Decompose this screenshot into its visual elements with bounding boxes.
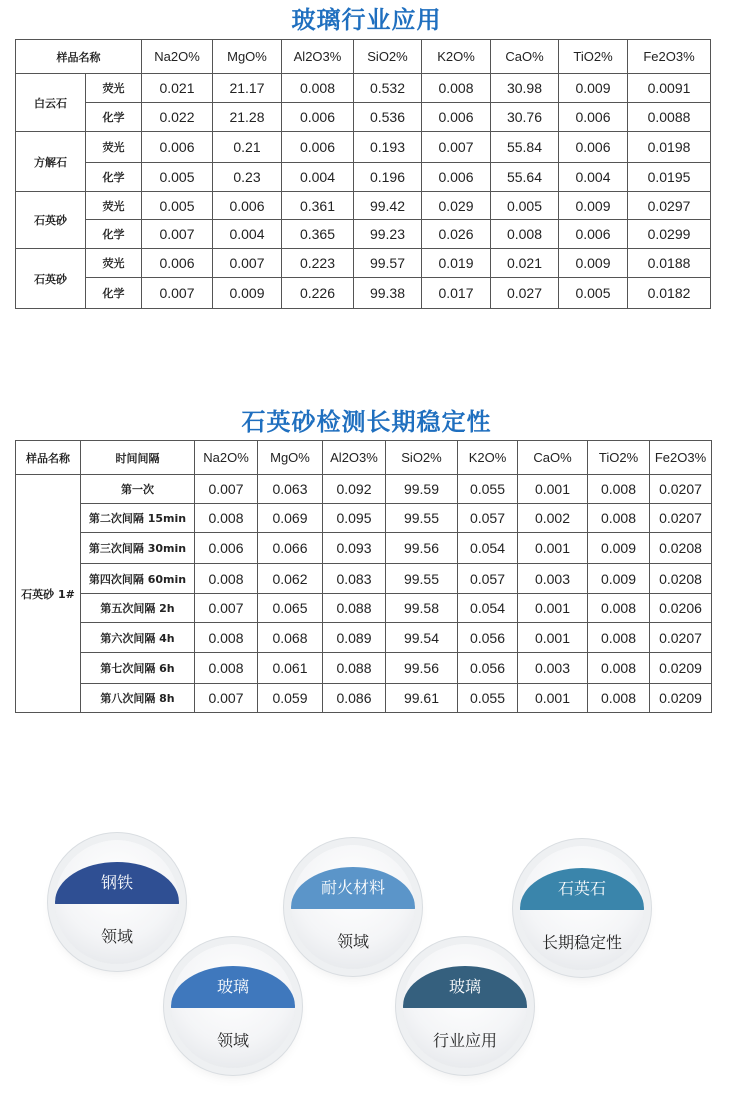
value-cell: 0.0209: [650, 684, 712, 713]
column-header: SiO2%: [386, 441, 458, 475]
value-cell: 99.54: [386, 623, 458, 653]
table-row: [16, 623, 712, 653]
value-cell: 0.003: [518, 564, 588, 594]
value-cell: 0.007: [195, 594, 258, 623]
value-cell: 0.009: [559, 74, 628, 103]
value-cell: 0.008: [491, 220, 559, 249]
column-header: K2O%: [422, 40, 491, 74]
interval-cell: 第一次: [81, 475, 195, 504]
value-cell: 0.005: [142, 192, 213, 220]
value-cell: 0.007: [142, 220, 213, 249]
value-cell: 0.062: [258, 564, 323, 594]
value-cell: 0.008: [588, 653, 650, 684]
value-cell: 0.0091: [628, 74, 711, 103]
value-cell: 99.38: [354, 278, 422, 309]
value-cell: 0.006: [559, 103, 628, 132]
column-header: TiO2%: [559, 40, 628, 74]
value-cell: 0.021: [142, 74, 213, 103]
value-cell: 0.006: [282, 132, 354, 163]
value-cell: 55.84: [491, 132, 559, 163]
value-cell: 0.007: [213, 249, 282, 278]
table-row: [16, 653, 712, 684]
column-header: Fe2O3%: [650, 441, 712, 475]
value-cell: 0.007: [195, 684, 258, 713]
value-cell: 0.003: [518, 653, 588, 684]
value-cell: 0.193: [354, 132, 422, 163]
value-cell: 0.004: [559, 163, 628, 192]
value-cell: 0.056: [458, 653, 518, 684]
value-cell: 0.054: [458, 533, 518, 564]
value-cell: 0.005: [491, 192, 559, 220]
value-cell: 0.008: [588, 684, 650, 713]
value-cell: 0.008: [588, 594, 650, 623]
value-cell: 0.009: [588, 564, 650, 594]
value-cell: 0.055: [458, 684, 518, 713]
header-time-interval: 时间间隔: [81, 441, 195, 475]
value-cell: 0.063: [258, 475, 323, 504]
interval-cell: 第八次间隔 8h: [81, 684, 195, 713]
value-cell: 0.026: [422, 220, 491, 249]
value-cell: 0.365: [282, 220, 354, 249]
value-cell: 0.008: [422, 74, 491, 103]
value-cell: 0.0207: [650, 475, 712, 504]
value-cell: 0.057: [458, 504, 518, 533]
value-cell: 0.23: [213, 163, 282, 192]
value-cell: 0.006: [195, 533, 258, 564]
sample-name-cell: 方解石: [16, 132, 86, 192]
value-cell: 0.057: [458, 564, 518, 594]
value-cell: 99.57: [354, 249, 422, 278]
value-cell: 0.004: [282, 163, 354, 192]
table-row: [16, 594, 712, 623]
value-cell: 0.196: [354, 163, 422, 192]
value-cell: 0.002: [518, 504, 588, 533]
value-cell: 0.006: [213, 192, 282, 220]
value-cell: 0.0195: [628, 163, 711, 192]
interval-cell: 第七次间隔 6h: [81, 653, 195, 684]
value-cell: 0.069: [258, 504, 323, 533]
value-cell: 0.0297: [628, 192, 711, 220]
value-cell: 0.088: [323, 653, 386, 684]
value-cell: 55.64: [491, 163, 559, 192]
value-cell: 0.0207: [650, 504, 712, 533]
value-cell: 0.004: [213, 220, 282, 249]
table-row: [16, 475, 712, 504]
value-cell: 0.086: [323, 684, 386, 713]
value-cell: 0.0207: [650, 623, 712, 653]
value-cell: 0.0208: [650, 564, 712, 594]
circle-band: 钢铁: [55, 862, 179, 904]
value-cell: 99.61: [386, 684, 458, 713]
sample-name-cell: 石英砂 1#: [16, 475, 81, 713]
value-cell: 0.009: [559, 192, 628, 220]
interval-cell: 第五次间隔 2h: [81, 594, 195, 623]
value-cell: 0.068: [258, 623, 323, 653]
column-header: TiO2%: [588, 441, 650, 475]
table-row: [16, 74, 711, 103]
value-cell: 0.083: [323, 564, 386, 594]
value-cell: 0.001: [518, 475, 588, 504]
circle-refractory: [291, 845, 415, 969]
table-row: [16, 278, 711, 309]
value-cell: 99.59: [386, 475, 458, 504]
table-row: [16, 220, 711, 249]
table1-title: 玻璃行业应用: [291, 6, 442, 34]
column-header: CaO%: [491, 40, 559, 74]
circle-caption: 行业应用: [432, 1031, 497, 1050]
value-cell: 30.98: [491, 74, 559, 103]
value-cell: 0.093: [323, 533, 386, 564]
column-header: Fe2O3%: [628, 40, 711, 74]
interval-cell: 第二次间隔 15min: [81, 504, 195, 533]
method-cell: 化学: [86, 278, 142, 309]
column-header: SiO2%: [354, 40, 422, 74]
table-row: [16, 163, 711, 192]
value-cell: 0.008: [195, 653, 258, 684]
table-row: [16, 504, 712, 533]
value-cell: 0.001: [518, 684, 588, 713]
value-cell: 0.055: [458, 475, 518, 504]
value-cell: 99.55: [386, 504, 458, 533]
value-cell: 0.088: [323, 594, 386, 623]
value-cell: 0.006: [422, 103, 491, 132]
value-cell: 21.28: [213, 103, 282, 132]
sample-name-cell: 白云石: [16, 74, 86, 132]
value-cell: 0.532: [354, 74, 422, 103]
value-cell: 0.007: [142, 278, 213, 309]
value-cell: 0.008: [195, 504, 258, 533]
method-cell: 荧光: [86, 74, 142, 103]
value-cell: 0.007: [422, 132, 491, 163]
interval-cell: 第四次间隔 60min: [81, 564, 195, 594]
value-cell: 0.009: [213, 278, 282, 309]
value-cell: 0.092: [323, 475, 386, 504]
value-cell: 0.008: [588, 475, 650, 504]
circle-caption: 长期稳定性: [541, 933, 622, 952]
table-row: [16, 564, 712, 594]
column-header: Al2O3%: [323, 441, 386, 475]
circle-band: 耐火材料: [291, 867, 415, 909]
value-cell: 0.095: [323, 504, 386, 533]
sample-name-cell: 石英砂: [16, 249, 86, 309]
value-cell: 0.009: [588, 533, 650, 564]
circle-steel: [55, 840, 179, 964]
value-cell: 0.089: [323, 623, 386, 653]
value-cell: 0.008: [195, 623, 258, 653]
value-cell: 0.008: [588, 623, 650, 653]
value-cell: 21.17: [213, 74, 282, 103]
method-cell: 荧光: [86, 192, 142, 220]
column-header: MgO%: [258, 441, 323, 475]
value-cell: 0.005: [559, 278, 628, 309]
value-cell: 0.027: [491, 278, 559, 309]
value-cell: 0.007: [195, 475, 258, 504]
table-row: [16, 103, 711, 132]
value-cell: 99.56: [386, 533, 458, 564]
method-cell: 荧光: [86, 249, 142, 278]
value-cell: 0.223: [282, 249, 354, 278]
value-cell: 0.0206: [650, 594, 712, 623]
method-cell: 化学: [86, 220, 142, 249]
value-cell: 0.0088: [628, 103, 711, 132]
table-row: [16, 249, 711, 278]
value-cell: 99.23: [354, 220, 422, 249]
value-cell: 0.0208: [650, 533, 712, 564]
value-cell: 0.006: [422, 163, 491, 192]
circle-band: 玻璃: [403, 966, 527, 1008]
value-cell: 99.58: [386, 594, 458, 623]
value-cell: 0.001: [518, 533, 588, 564]
table-row: [16, 192, 711, 220]
value-cell: 0.0182: [628, 278, 711, 309]
column-header: CaO%: [518, 441, 588, 475]
circle-band: 石英石: [520, 868, 644, 910]
value-cell: 30.76: [491, 103, 559, 132]
header-sample-name: 样品名称: [16, 441, 81, 475]
value-cell: 0.056: [458, 623, 518, 653]
value-cell: 0.019: [422, 249, 491, 278]
value-cell: 0.054: [458, 594, 518, 623]
value-cell: 0.061: [258, 653, 323, 684]
circle-band: 玻璃: [171, 966, 295, 1008]
column-header: Al2O3%: [282, 40, 354, 74]
value-cell: 0.0209: [650, 653, 712, 684]
value-cell: 99.56: [386, 653, 458, 684]
value-cell: 0.006: [282, 103, 354, 132]
stability-table: [15, 440, 712, 713]
value-cell: 0.066: [258, 533, 323, 564]
circle-glass-field: [171, 944, 295, 1068]
method-cell: 荧光: [86, 132, 142, 163]
method-cell: 化学: [86, 163, 142, 192]
table-row: [16, 533, 712, 564]
value-cell: 0.0198: [628, 132, 711, 163]
sample-name-cell: 石英砂: [16, 192, 86, 249]
circle-glass-industry: [403, 944, 527, 1068]
column-header: MgO%: [213, 40, 282, 74]
table2-title: 石英砂检测长期稳定性: [241, 408, 492, 436]
circle-quartz-stone: [520, 846, 644, 970]
column-header: K2O%: [458, 441, 518, 475]
circle-caption: 领域: [336, 932, 369, 951]
table-row: [16, 132, 711, 163]
method-cell: 化学: [86, 103, 142, 132]
table-header-row: [16, 40, 711, 74]
value-cell: 0.029: [422, 192, 491, 220]
interval-cell: 第六次间隔 4h: [81, 623, 195, 653]
value-cell: 0.008: [282, 74, 354, 103]
value-cell: 0.21: [213, 132, 282, 163]
column-header: Na2O%: [195, 441, 258, 475]
circle-caption: 领域: [100, 927, 133, 946]
table-header-row: [16, 441, 712, 475]
value-cell: 0.006: [142, 132, 213, 163]
composition-table: [15, 39, 711, 309]
value-cell: 0.001: [518, 623, 588, 653]
value-cell: 0.006: [559, 132, 628, 163]
value-cell: 0.0299: [628, 220, 711, 249]
column-header: Na2O%: [142, 40, 213, 74]
value-cell: 0.0188: [628, 249, 711, 278]
table-row: [16, 684, 712, 713]
value-cell: 0.059: [258, 684, 323, 713]
interval-cell: 第三次间隔 30min: [81, 533, 195, 564]
header-sample-name: 样品名称: [16, 40, 142, 74]
value-cell: 0.006: [559, 220, 628, 249]
value-cell: 99.55: [386, 564, 458, 594]
value-cell: 0.226: [282, 278, 354, 309]
value-cell: 99.42: [354, 192, 422, 220]
value-cell: 0.022: [142, 103, 213, 132]
value-cell: 0.021: [491, 249, 559, 278]
value-cell: 0.009: [559, 249, 628, 278]
circle-caption: 领域: [216, 1031, 249, 1050]
value-cell: 0.017: [422, 278, 491, 309]
value-cell: 0.065: [258, 594, 323, 623]
value-cell: 0.008: [195, 564, 258, 594]
value-cell: 0.361: [282, 192, 354, 220]
value-cell: 0.005: [142, 163, 213, 192]
value-cell: 0.008: [588, 504, 650, 533]
value-cell: 0.006: [142, 249, 213, 278]
value-cell: 0.536: [354, 103, 422, 132]
value-cell: 0.001: [518, 594, 588, 623]
